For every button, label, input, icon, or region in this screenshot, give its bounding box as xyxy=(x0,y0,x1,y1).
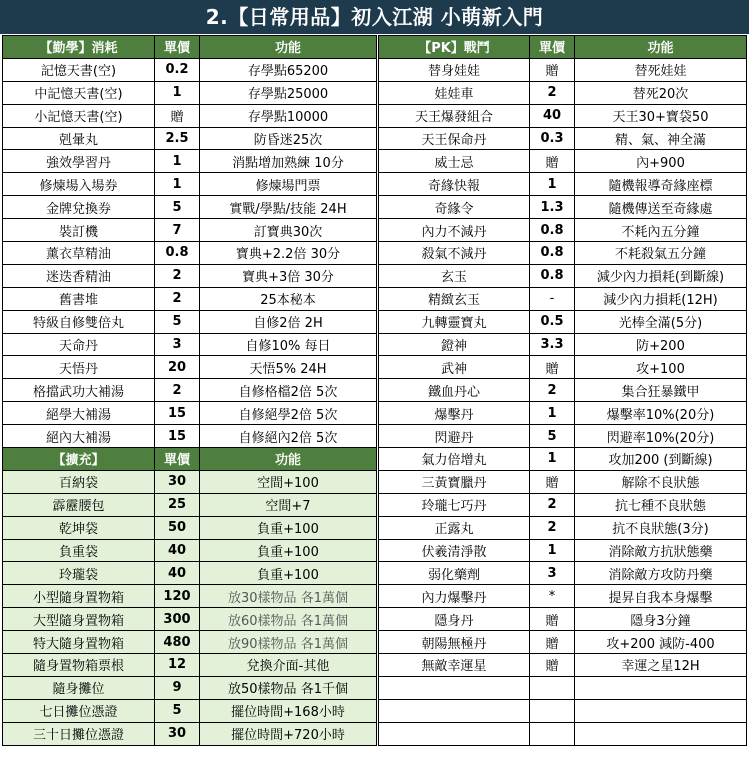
item-price: 2 xyxy=(530,81,575,104)
study-function-header: 功能 xyxy=(200,36,377,59)
item-name: 三十日攤位憑證 xyxy=(3,722,155,745)
item-function: 實戰/學點/技能 24H xyxy=(200,196,377,219)
item-function: 天王30+寶袋50 xyxy=(575,104,747,127)
item-function: 不耗殺氣五分鐘 xyxy=(575,242,747,265)
item-name: 特大隨身置物箱 xyxy=(3,631,155,654)
item-name: 伏羲清淨散 xyxy=(379,539,530,562)
pk-row xyxy=(379,310,747,333)
pk-row xyxy=(379,219,747,242)
item-price: 2.5 xyxy=(155,127,200,150)
item-name: 九轉靈寶丸 xyxy=(379,310,530,333)
item-name: 大型隨身置物箱 xyxy=(3,608,155,631)
item-name: 三黃寶臘丹 xyxy=(379,470,530,493)
item-price: 贈 xyxy=(530,470,575,493)
item-name: 朝陽無極丹 xyxy=(379,631,530,654)
pk-row xyxy=(379,196,747,219)
item-price: 1 xyxy=(155,173,200,196)
item-function: 天悟5% 24H xyxy=(200,356,377,379)
pk-row xyxy=(379,287,747,310)
item-price: 贈 xyxy=(530,654,575,677)
item-name: 舊書堆 xyxy=(3,287,155,310)
item-name: 金牌兌換券 xyxy=(3,196,155,219)
item-price: 5 xyxy=(155,699,200,722)
item-function: 自修2倍 2H xyxy=(200,310,377,333)
expand-row xyxy=(3,699,377,722)
item-function: 存學點10000 xyxy=(200,104,377,127)
item-name: 鐵血丹心 xyxy=(379,379,530,402)
item-function: 替死20次 xyxy=(575,81,747,104)
item-price: * xyxy=(530,585,575,608)
item-name: 絕內大補湯 xyxy=(3,425,155,448)
item-name: 百納袋 xyxy=(3,470,155,493)
pk-row xyxy=(379,104,747,127)
study-row xyxy=(3,310,377,333)
item-price: 2 xyxy=(530,379,575,402)
item-name: 記憶天書(空) xyxy=(3,58,155,81)
item-name: 裝訂機 xyxy=(3,219,155,242)
item-price: 1 xyxy=(530,448,575,471)
item-name: 負重袋 xyxy=(3,539,155,562)
item-name: 精緻玄玉 xyxy=(379,287,530,310)
study-row xyxy=(3,333,377,356)
item-function: 消除敵方攻防丹藥 xyxy=(575,562,747,585)
item-price: 贈 xyxy=(530,356,575,379)
pk-name-header: 【PK】戰鬥 xyxy=(379,36,530,59)
study-row xyxy=(3,81,377,104)
item-price: 40 xyxy=(155,562,200,585)
item-function: 存學點25000 xyxy=(200,81,377,104)
item-price: 0.8 xyxy=(530,242,575,265)
study-row xyxy=(3,402,377,425)
item-price: 贈 xyxy=(530,150,575,173)
item-price: 3.3 xyxy=(530,333,575,356)
pk-row xyxy=(379,493,747,516)
item-function: 自修絕內2倍 5次 xyxy=(200,425,377,448)
item-function: 兌換介面-其他 xyxy=(200,654,377,677)
item-function: 減少內力損耗(12H) xyxy=(575,287,747,310)
item-price: 2 xyxy=(530,516,575,539)
item-name: 天命丹 xyxy=(3,333,155,356)
item-price: 50 xyxy=(155,516,200,539)
expand-row xyxy=(3,562,377,585)
item-function: 攻+100 xyxy=(575,356,747,379)
pk-row xyxy=(379,608,747,631)
empty-row xyxy=(379,676,747,699)
study-row xyxy=(3,150,377,173)
item-function: 空間+100 xyxy=(200,470,377,493)
item-name: 霹靂腰包 xyxy=(3,493,155,516)
expand-price-header: 單價 xyxy=(155,448,200,471)
item-name: 閃避丹 xyxy=(379,425,530,448)
expand-row xyxy=(3,631,377,654)
study-row xyxy=(3,127,377,150)
item-price: 2 xyxy=(155,287,200,310)
item-function: 隨機報導奇緣座標 xyxy=(575,173,747,196)
study-price-header: 單價 xyxy=(155,36,200,59)
expand-header-row xyxy=(3,448,377,471)
item-function: 放30樣物品 各1萬個 xyxy=(200,585,377,608)
item-name: 隨身攤位 xyxy=(3,676,155,699)
item-name: 玲瓏袋 xyxy=(3,562,155,585)
item-name: 正露丸 xyxy=(379,516,530,539)
item-price: 40 xyxy=(530,104,575,127)
item-function: 防昏迷25次 xyxy=(200,127,377,150)
item-price: 0.2 xyxy=(155,58,200,81)
pk-row xyxy=(379,448,747,471)
item-name: 奇緣令 xyxy=(379,196,530,219)
item-price: 1 xyxy=(530,539,575,562)
study-row xyxy=(3,58,377,81)
item-price: 12 xyxy=(155,654,200,677)
item-function: 抗不良狀態(3分) xyxy=(575,516,747,539)
item-name: 殺氣不減丹 xyxy=(379,242,530,265)
item-price: 300 xyxy=(155,608,200,631)
item-name: 絕學大補湯 xyxy=(3,402,155,425)
item-price: 0.3 xyxy=(530,127,575,150)
item-price: 5 xyxy=(530,425,575,448)
item-function: 消除敵方抗狀態藥 xyxy=(575,539,747,562)
item-name: 天悟丹 xyxy=(3,356,155,379)
item-name: 弱化藥劑 xyxy=(379,562,530,585)
item-name: 奇緣快報 xyxy=(379,173,530,196)
item-price: - xyxy=(530,287,575,310)
item-name: 內力不減丹 xyxy=(379,219,530,242)
item-name: 天王爆發組合 xyxy=(379,104,530,127)
item-function: 內+900 xyxy=(575,150,747,173)
item-function: 替死娃娃 xyxy=(575,58,747,81)
empty-row xyxy=(379,722,747,745)
item-name: 強效學習丹 xyxy=(3,150,155,173)
study-row xyxy=(3,379,377,402)
item-price: 25 xyxy=(155,493,200,516)
pk-row xyxy=(379,631,747,654)
item-function: 攻加200 (到斷線) xyxy=(575,448,747,471)
item-function: 解除不良狀態 xyxy=(575,470,747,493)
pk-row xyxy=(379,425,747,448)
item-function: 擺位時間+168小時 xyxy=(200,699,377,722)
pk-row xyxy=(379,264,747,287)
item-name: 小記憶天書(空) xyxy=(3,104,155,127)
study-header-row xyxy=(3,36,377,59)
item-name: 剋暈丸 xyxy=(3,127,155,150)
pk-row xyxy=(379,242,747,265)
item-function: 集合狂暴鐵甲 xyxy=(575,379,747,402)
item-function: 自修10% 每日 xyxy=(200,333,377,356)
empty-row xyxy=(379,699,747,722)
page-title: 2.【日常用品】初入江湖 小萌新入門 xyxy=(0,0,749,34)
item-name: 替身娃娃 xyxy=(379,58,530,81)
expand-row xyxy=(3,539,377,562)
item-price: 3 xyxy=(530,562,575,585)
item-function: 自修絕學2倍 5次 xyxy=(200,402,377,425)
expand-row xyxy=(3,516,377,539)
item-function: 存學點65200 xyxy=(200,58,377,81)
item-name: 迷迭香精油 xyxy=(3,264,155,287)
item-price: 3 xyxy=(155,333,200,356)
item-price: 贈 xyxy=(155,104,200,127)
item-name: 無敵幸運星 xyxy=(379,654,530,677)
item-function: 光棒全滿(5分) xyxy=(575,310,747,333)
item-price: 30 xyxy=(155,470,200,493)
item-price: 120 xyxy=(155,585,200,608)
right-table xyxy=(378,35,747,746)
item-price: 15 xyxy=(155,425,200,448)
empty-cell xyxy=(379,676,530,699)
pk-row xyxy=(379,58,747,81)
study-row xyxy=(3,173,377,196)
pk-price-header: 單價 xyxy=(530,36,575,59)
item-function: 抗七種不良狀態 xyxy=(575,493,747,516)
item-function: 放60樣物品 各1萬個 xyxy=(200,608,377,631)
item-name: 玄玉 xyxy=(379,264,530,287)
item-name: 中記憶天書(空) xyxy=(3,81,155,104)
item-price: 2 xyxy=(155,264,200,287)
expand-row xyxy=(3,585,377,608)
expand-row xyxy=(3,722,377,745)
item-function: 攻+200 減防-400 xyxy=(575,631,747,654)
item-price: 1 xyxy=(530,402,575,425)
item-name: 特級自修雙倍丸 xyxy=(3,310,155,333)
pk-row xyxy=(379,516,747,539)
item-price: 贈 xyxy=(530,608,575,631)
empty-cell xyxy=(575,699,747,722)
item-function: 負重+100 xyxy=(200,562,377,585)
item-name: 鐙神 xyxy=(379,333,530,356)
item-function: 負重+100 xyxy=(200,539,377,562)
item-price: 480 xyxy=(155,631,200,654)
item-function: 修煉場門票 xyxy=(200,173,377,196)
study-row xyxy=(3,219,377,242)
empty-cell xyxy=(530,699,575,722)
expand-row xyxy=(3,608,377,631)
item-function: 防+200 xyxy=(575,333,747,356)
item-name: 七日攤位憑證 xyxy=(3,699,155,722)
pk-row xyxy=(379,173,747,196)
item-function: 訂寶典30次 xyxy=(200,219,377,242)
item-price: 5 xyxy=(155,196,200,219)
item-function: 25本秘本 xyxy=(200,287,377,310)
item-price: 20 xyxy=(155,356,200,379)
item-price: 贈 xyxy=(530,631,575,654)
item-price: 1 xyxy=(155,150,200,173)
study-row xyxy=(3,242,377,265)
item-function: 幸運之星12H xyxy=(575,654,747,677)
pk-row xyxy=(379,585,747,608)
empty-cell xyxy=(530,722,575,745)
item-function: 閃避率10%(20分) xyxy=(575,425,747,448)
item-function: 負重+100 xyxy=(200,516,377,539)
item-price: 30 xyxy=(155,722,200,745)
item-price: 9 xyxy=(155,676,200,699)
item-name: 武神 xyxy=(379,356,530,379)
item-function: 寶典+2.2倍 30分 xyxy=(200,242,377,265)
item-name: 薰衣草精油 xyxy=(3,242,155,265)
item-function: 隨機傳送至奇緣處 xyxy=(575,196,747,219)
item-name: 天王保命丹 xyxy=(379,127,530,150)
empty-cell xyxy=(575,676,747,699)
expand-function-header: 功能 xyxy=(200,448,377,471)
study-row xyxy=(3,287,377,310)
item-price: 7 xyxy=(155,219,200,242)
pk-row xyxy=(379,379,747,402)
empty-cell xyxy=(575,722,747,745)
pk-function-header: 功能 xyxy=(575,36,747,59)
item-price: 2 xyxy=(155,379,200,402)
item-price: 贈 xyxy=(530,58,575,81)
empty-cell xyxy=(379,722,530,745)
study-row xyxy=(3,104,377,127)
item-price: 1 xyxy=(530,173,575,196)
pk-row xyxy=(379,539,747,562)
pk-row xyxy=(379,562,747,585)
expand-row xyxy=(3,493,377,516)
item-function: 消點增加熟練 10分 xyxy=(200,150,377,173)
item-price: 0.8 xyxy=(155,242,200,265)
pk-row xyxy=(379,402,747,425)
item-function: 寶典+3倍 30分 xyxy=(200,264,377,287)
item-function: 放50樣物品 各1千個 xyxy=(200,676,377,699)
item-name: 隱身丹 xyxy=(379,608,530,631)
pk-row xyxy=(379,127,747,150)
pk-row xyxy=(379,333,747,356)
expand-row xyxy=(3,676,377,699)
item-function: 隱身3分鐘 xyxy=(575,608,747,631)
pk-header-row xyxy=(379,36,747,59)
pk-row xyxy=(379,356,747,379)
study-row xyxy=(3,356,377,379)
item-name: 格擋武功大補湯 xyxy=(3,379,155,402)
item-function: 不耗內五分鐘 xyxy=(575,219,747,242)
item-name: 小型隨身置物箱 xyxy=(3,585,155,608)
empty-cell xyxy=(530,676,575,699)
item-name: 爆擊丹 xyxy=(379,402,530,425)
pk-row xyxy=(379,470,747,493)
expand-row xyxy=(3,470,377,493)
study-name-header: 【勤學】消耗 xyxy=(3,36,155,59)
item-name: 內力爆擊丹 xyxy=(379,585,530,608)
item-function: 提昇自我本身爆擊 xyxy=(575,585,747,608)
item-name: 修煉場入場券 xyxy=(3,173,155,196)
item-function: 精、氣、神全滿 xyxy=(575,127,747,150)
expand-row xyxy=(3,654,377,677)
item-name: 隨身置物箱票根 xyxy=(3,654,155,677)
empty-cell xyxy=(379,699,530,722)
study-row xyxy=(3,264,377,287)
pk-row xyxy=(379,81,747,104)
pk-row xyxy=(379,654,747,677)
item-price: 0.8 xyxy=(530,264,575,287)
study-row xyxy=(3,196,377,219)
item-function: 空間+7 xyxy=(200,493,377,516)
item-price: 1 xyxy=(155,81,200,104)
item-price: 2 xyxy=(530,493,575,516)
item-price: 0.5 xyxy=(530,310,575,333)
item-function: 爆擊率10%(20分) xyxy=(575,402,747,425)
item-function: 擺位時間+720小時 xyxy=(200,722,377,745)
study-row xyxy=(3,425,377,448)
item-name: 娃娃車 xyxy=(379,81,530,104)
item-function: 自修格檔2倍 5次 xyxy=(200,379,377,402)
item-name: 氣力倍增丸 xyxy=(379,448,530,471)
item-price: 1.3 xyxy=(530,196,575,219)
item-function: 放90樣物品 各1萬個 xyxy=(200,631,377,654)
left-table xyxy=(2,35,377,746)
expand-name-header: 【擴充】 xyxy=(3,448,155,471)
item-price: 15 xyxy=(155,402,200,425)
item-name: 威士忌 xyxy=(379,150,530,173)
item-name: 乾坤袋 xyxy=(3,516,155,539)
item-price: 5 xyxy=(155,310,200,333)
item-name: 玲瓏七巧丹 xyxy=(379,493,530,516)
item-function: 減少內力損耗(到斷線) xyxy=(575,264,747,287)
pk-row xyxy=(379,150,747,173)
item-price: 40 xyxy=(155,539,200,562)
item-price: 0.8 xyxy=(530,219,575,242)
